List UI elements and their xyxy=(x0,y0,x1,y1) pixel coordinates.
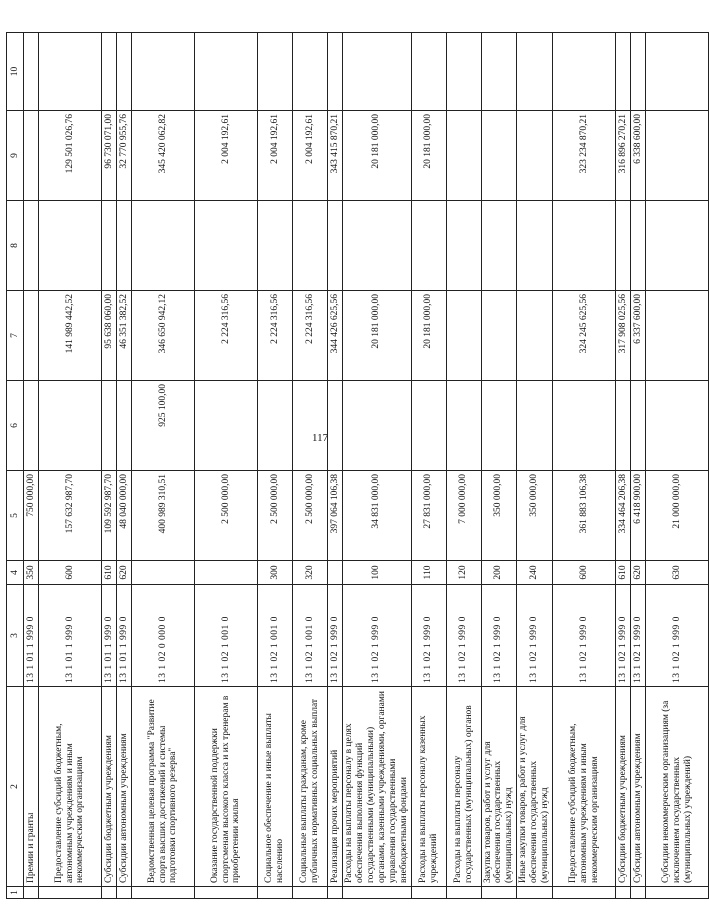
row-index-cell xyxy=(328,887,343,899)
row-col5-cell: 6 418 900,00 xyxy=(631,471,646,561)
row-name-cell: Социальное обеспечение и иные выплаты населению xyxy=(258,687,293,887)
row-index-cell xyxy=(293,887,328,899)
row-col9-cell xyxy=(24,111,39,201)
rotated-table-container xyxy=(6,33,693,899)
row-code-cell: 13 1 02 1 999 0 xyxy=(411,585,446,687)
header-col-9: 9 xyxy=(7,111,24,201)
table-row xyxy=(481,33,517,899)
row-code-cell: 13 1 02 1 999 0 xyxy=(517,585,553,687)
row-col6-cell xyxy=(328,381,343,471)
table-row xyxy=(517,33,553,899)
budget-table xyxy=(6,32,709,899)
row-col6-cell xyxy=(39,381,102,471)
row-col9-cell: 6 338 600,00 xyxy=(631,111,646,201)
row-vr-cell xyxy=(132,561,195,585)
row-col5-cell: 334 464 206,38 xyxy=(616,471,631,561)
row-col8-cell xyxy=(646,201,709,291)
header-col-1: 1 xyxy=(7,887,24,899)
row-col8-cell xyxy=(343,201,412,291)
table-row xyxy=(616,33,631,899)
row-code-cell: 13 1 02 1 999 0 xyxy=(646,585,709,687)
table-row xyxy=(411,33,446,899)
row-index-cell xyxy=(446,887,481,899)
row-col7-cell: 2 224 316,56 xyxy=(258,291,293,381)
row-col10-cell xyxy=(39,33,102,111)
header-col-8: 8 xyxy=(7,201,24,291)
row-col7-cell: 344 426 625,56 xyxy=(328,291,343,381)
row-col8-cell xyxy=(446,201,481,291)
row-name-cell: Предоставление субсидий бюджетным, автономным учреждениям и иным некоммерческим организациям xyxy=(553,687,616,887)
header-col-5: 5 xyxy=(7,471,24,561)
row-col6-cell xyxy=(24,381,39,471)
row-index-cell xyxy=(481,887,517,899)
row-name-cell: Оказание государственной поддержки спортсменам высокого класса и их тренерам в приобретении жилья xyxy=(195,687,258,887)
row-col8-cell xyxy=(117,201,132,291)
row-index-cell xyxy=(517,887,553,899)
row-code-cell: 13 1 02 1 999 0 xyxy=(343,585,412,687)
row-col6-cell xyxy=(343,381,412,471)
row-index-cell xyxy=(343,887,412,899)
row-col8-cell xyxy=(293,201,328,291)
row-name-cell: Субсидии автономным учреждениям xyxy=(631,687,646,887)
row-index-cell xyxy=(102,887,117,899)
row-col6-cell xyxy=(616,381,631,471)
row-col6-cell xyxy=(517,381,553,471)
row-col8-cell xyxy=(616,201,631,291)
row-col9-cell: 20 181 000,00 xyxy=(343,111,412,201)
row-index-cell xyxy=(132,887,195,899)
row-name-cell: Расходы на выплаты персоналу в целях обеспечения выполнения функций государственными (муниципальными) органами, казенными учреждениями, органами управления государственными внебюджетными фондами xyxy=(343,687,412,887)
table-row xyxy=(258,33,293,899)
row-col6-cell xyxy=(553,381,616,471)
row-code-cell: 13 1 02 1 999 0 xyxy=(631,585,646,687)
row-code-cell: 13 1 02 1 999 0 xyxy=(328,585,343,687)
page-number: 117 xyxy=(312,432,329,444)
row-col6-cell xyxy=(631,381,646,471)
row-code-cell: 13 1 02 1 001 0 xyxy=(195,585,258,687)
row-col6-cell xyxy=(117,381,132,471)
row-name-cell: Социальные выплаты гражданам, кроме публичных нормативных социальных выплат xyxy=(293,687,328,887)
row-col8-cell xyxy=(195,201,258,291)
row-vr-cell: 320 xyxy=(293,561,328,585)
row-col9-cell: 32 770 955,76 xyxy=(117,111,132,201)
row-col7-cell xyxy=(481,291,517,381)
row-col8-cell xyxy=(24,201,39,291)
row-col6-cell xyxy=(258,381,293,471)
row-vr-cell: 240 xyxy=(517,561,553,585)
row-col5-cell: 2 500 000,00 xyxy=(195,471,258,561)
table-row xyxy=(446,33,481,899)
header-col-3: 3 xyxy=(7,585,24,687)
row-code-cell: 13 1 02 1 999 0 xyxy=(481,585,517,687)
row-col9-cell xyxy=(481,111,517,201)
row-col8-cell xyxy=(631,201,646,291)
row-col6-cell xyxy=(102,381,117,471)
row-col10-cell xyxy=(446,33,481,111)
row-code-cell: 13 1 01 1 999 0 xyxy=(117,585,132,687)
row-vr-cell: 610 xyxy=(616,561,631,585)
row-code-cell: 13 1 01 1 999 0 xyxy=(24,585,39,687)
row-col5-cell: 2 500 000,00 xyxy=(258,471,293,561)
row-col5-cell: 400 989 310,51 xyxy=(132,471,195,561)
row-vr-cell: 300 xyxy=(258,561,293,585)
row-col10-cell xyxy=(646,33,709,111)
row-col5-cell: 350 000,00 xyxy=(517,471,553,561)
row-col9-cell: 2 004 192,61 xyxy=(195,111,258,201)
table-row xyxy=(24,33,39,899)
row-col7-cell: 20 181 000,00 xyxy=(411,291,446,381)
row-name-cell: Реализация прочих мероприятий xyxy=(328,687,343,887)
row-col7-cell: 317 908 025,56 xyxy=(616,291,631,381)
row-col6-cell xyxy=(411,381,446,471)
row-col9-cell: 96 730 071,00 xyxy=(102,111,117,201)
row-col5-cell: 48 040 000,00 xyxy=(117,471,132,561)
row-col6-cell xyxy=(646,381,709,471)
row-col10-cell xyxy=(411,33,446,111)
table-row xyxy=(553,33,616,899)
row-col8-cell xyxy=(328,201,343,291)
row-col7-cell: 2 224 316,56 xyxy=(195,291,258,381)
table-body xyxy=(24,33,709,899)
table-row xyxy=(117,33,132,899)
row-col5-cell: 21 000 000,00 xyxy=(646,471,709,561)
row-name-cell: Иные закупки товаров, работ и услуг для обеспечения государственных (муниципальных) нужд xyxy=(517,687,553,887)
header-col-6: 6 xyxy=(7,381,24,471)
row-col10-cell xyxy=(293,33,328,111)
row-vr-cell xyxy=(328,561,343,585)
row-vr-cell: 620 xyxy=(117,561,132,585)
table-row xyxy=(102,33,117,899)
row-col8-cell xyxy=(553,201,616,291)
row-vr-cell: 120 xyxy=(446,561,481,585)
table-row xyxy=(631,33,646,899)
row-col5-cell: 157 632 987,70 xyxy=(39,471,102,561)
header-col-10: 10 xyxy=(7,33,24,111)
row-name-cell: Субсидии бюджетным учреждениям xyxy=(102,687,117,887)
row-col7-cell: 20 181 000,00 xyxy=(343,291,412,381)
row-col8-cell xyxy=(411,201,446,291)
header-col-7: 7 xyxy=(7,291,24,381)
row-col5-cell: 2 500 000,00 xyxy=(293,471,328,561)
row-code-cell: 13 1 02 1 001 0 xyxy=(293,585,328,687)
row-name-cell: Расходы на выплаты персоналу казенных учреждений xyxy=(411,687,446,887)
row-index-cell xyxy=(39,887,102,899)
row-vr-cell: 630 xyxy=(646,561,709,585)
row-name-cell: Расходы на выплаты персоналу государственных (муниципальных) органов xyxy=(446,687,481,887)
row-col10-cell xyxy=(481,33,517,111)
row-col8-cell xyxy=(102,201,117,291)
row-col5-cell: 34 831 000,00 xyxy=(343,471,412,561)
row-index-cell xyxy=(553,887,616,899)
row-code-cell: 13 1 02 1 999 0 xyxy=(616,585,631,687)
row-col5-cell: 397 064 106,38 xyxy=(328,471,343,561)
row-col7-cell: 6 337 600,00 xyxy=(631,291,646,381)
row-col9-cell xyxy=(517,111,553,201)
row-col7-cell: 324 245 625,56 xyxy=(553,291,616,381)
header-col-2: 2 xyxy=(7,687,24,887)
row-code-cell: 13 1 01 1 999 0 xyxy=(102,585,117,687)
table-row xyxy=(646,33,709,899)
row-index-cell xyxy=(195,887,258,899)
row-col9-cell: 20 181 000,00 xyxy=(411,111,446,201)
header-row xyxy=(7,33,24,899)
row-index-cell xyxy=(646,887,709,899)
row-col8-cell xyxy=(39,201,102,291)
row-col6-cell xyxy=(195,381,258,471)
row-vr-cell: 350 xyxy=(24,561,39,585)
table-row xyxy=(293,33,328,899)
row-col5-cell: 361 883 106,38 xyxy=(553,471,616,561)
row-vr-cell: 610 xyxy=(102,561,117,585)
row-col7-cell: 2 224 316,56 xyxy=(293,291,328,381)
row-vr-cell: 620 xyxy=(631,561,646,585)
row-col8-cell xyxy=(517,201,553,291)
row-col9-cell: 2 004 192,61 xyxy=(293,111,328,201)
row-code-cell: 13 1 02 1 999 0 xyxy=(446,585,481,687)
table-row xyxy=(39,33,102,899)
row-col10-cell xyxy=(616,33,631,111)
row-col10-cell xyxy=(24,33,39,111)
row-col5-cell: 109 592 987,70 xyxy=(102,471,117,561)
row-name-cell: Субсидии автономным учреждениям xyxy=(117,687,132,887)
row-col7-cell: 141 989 442,52 xyxy=(39,291,102,381)
row-col10-cell xyxy=(517,33,553,111)
row-col5-cell: 750 000,00 xyxy=(24,471,39,561)
row-name-cell: Премии и гранты xyxy=(24,687,39,887)
row-index-cell xyxy=(258,887,293,899)
row-name-cell: Субсидии некоммерческим организациям (за исключением государственных (муниципальных) учреждений) xyxy=(646,687,709,887)
table-row xyxy=(328,33,343,899)
row-col6-cell xyxy=(293,381,328,471)
row-col7-cell: 346 650 942,12 xyxy=(132,291,195,381)
row-col10-cell xyxy=(195,33,258,111)
row-col9-cell xyxy=(446,111,481,201)
table-row xyxy=(195,33,258,899)
row-col5-cell: 27 831 000,00 xyxy=(411,471,446,561)
row-col8-cell xyxy=(481,201,517,291)
table-row xyxy=(343,33,412,899)
row-index-cell xyxy=(631,887,646,899)
row-col9-cell: 129 501 026,76 xyxy=(39,111,102,201)
row-col10-cell xyxy=(132,33,195,111)
row-col10-cell xyxy=(102,33,117,111)
row-col9-cell: 343 415 870,21 xyxy=(328,111,343,201)
row-col7-cell xyxy=(24,291,39,381)
row-col9-cell: 2 004 192,61 xyxy=(258,111,293,201)
row-col10-cell xyxy=(117,33,132,111)
row-col10-cell xyxy=(258,33,293,111)
row-col10-cell xyxy=(328,33,343,111)
row-name-cell: Закупка товаров, работ и услуг для обеспечения государственных (муниципальных) нужд xyxy=(481,687,517,887)
row-index-cell xyxy=(411,887,446,899)
row-col9-cell: 345 420 062,82 xyxy=(132,111,195,201)
row-code-cell: 13 1 02 1 001 0 xyxy=(258,585,293,687)
row-code-cell: 13 1 02 0 000 0 xyxy=(132,585,195,687)
row-col5-cell: 7 000 000,00 xyxy=(446,471,481,561)
row-vr-cell xyxy=(195,561,258,585)
row-code-cell: 13 1 02 1 999 0 xyxy=(553,585,616,687)
row-col6-cell: 925 100,00 xyxy=(132,381,195,471)
row-vr-cell: 200 xyxy=(481,561,517,585)
row-col10-cell xyxy=(553,33,616,111)
row-col9-cell: 316 896 270,21 xyxy=(616,111,631,201)
row-index-cell xyxy=(117,887,132,899)
row-col5-cell: 350 000,00 xyxy=(481,471,517,561)
row-col7-cell xyxy=(646,291,709,381)
header-col-4: 4 xyxy=(7,561,24,585)
row-vr-cell: 600 xyxy=(39,561,102,585)
row-vr-cell: 600 xyxy=(553,561,616,585)
row-col6-cell xyxy=(481,381,517,471)
row-col8-cell xyxy=(132,201,195,291)
row-vr-cell: 110 xyxy=(411,561,446,585)
row-col8-cell xyxy=(258,201,293,291)
row-index-cell xyxy=(24,887,39,899)
row-code-cell: 13 1 01 1 999 0 xyxy=(39,585,102,687)
row-col10-cell xyxy=(343,33,412,111)
row-col7-cell: 46 351 382,52 xyxy=(117,291,132,381)
table-row xyxy=(132,33,195,899)
row-col9-cell xyxy=(646,111,709,201)
row-name-cell: Предоставление субсидий бюджетным, автономным учреждениям и иным некоммерческим организациям xyxy=(39,687,102,887)
row-col6-cell xyxy=(446,381,481,471)
row-name-cell: Ведомственная целевая программа "Развитие спорта высших достижений и системы подготовки спортивного резерва" xyxy=(132,687,195,887)
row-col9-cell: 323 234 870,21 xyxy=(553,111,616,201)
row-col10-cell xyxy=(631,33,646,111)
row-name-cell: Субсидии бюджетным учреждениям xyxy=(616,687,631,887)
row-col7-cell xyxy=(517,291,553,381)
row-col7-cell xyxy=(446,291,481,381)
row-index-cell xyxy=(616,887,631,899)
row-col7-cell: 95 638 060,00 xyxy=(102,291,117,381)
row-vr-cell: 100 xyxy=(343,561,412,585)
